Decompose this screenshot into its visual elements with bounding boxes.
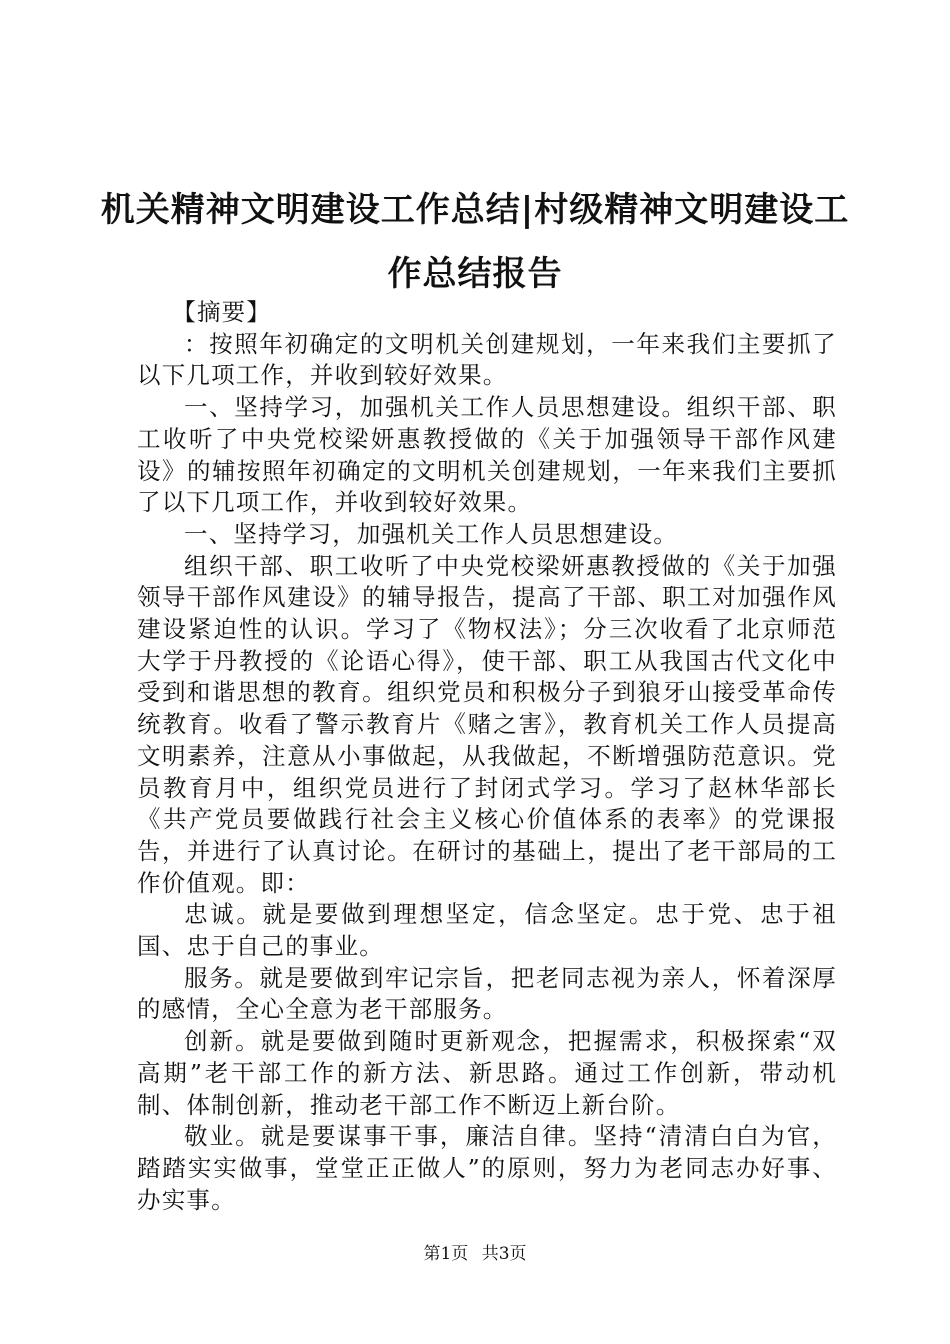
paragraph: 一、坚持学习，加强机关工作人员思想建设。组织干部、职工收听了中央党校梁妍惠教授做的《关于加强领导干部作风建设》的辅按照年初确定的文明机关创建规划，一年来我们主要抓了以下几项工作，并收到较好效果。 [137,393,837,517]
paragraph-abstract-heading: 【摘要】 [172,298,272,326]
paragraph: 组织干部、职工收听了中央党校梁妍惠教授做的《关于加强领导干部作风建设》的辅导报告，提高了干部、职工对加强作风建设紧迫性的认识。学习了《物权法》；分三次收看了北京师范大学于丹教授的《论语心得》，使干部、职工从我国古代文化中受到和谐思想的教育。组织党员和积极分子到狼牙山接受革命传统教育。收看了警示教育片《赌之害》，教育机关工作人员提高文明素养，注意从小事做起，从我做起，不断增强防范意识。党员教育月中，组织党员进行了封闭式学习。学习了赵林华部长《共产党员要做践行社会主义核心价值体系的表率》的党课报告，并进行了认真讨论。在研讨的基础上，提出了老干部局的工作价值观。即： [137,551,837,897]
page-number: 第1页 [423,1244,469,1264]
paragraph: ：按照年初确定的文明机关创建规划，一年来我们主要抓了以下几项工作，并收到较好效果。 [137,329,837,390]
paragraph: 忠诚。就是要做到理想坚定，信念坚定。忠于党、忠于祖国、忠于自己的事业。 [137,900,837,961]
document-title: 机关精神文明建设工作总结|村级精神文明建设工作总结报告 [100,190,850,294]
paragraph: 服务。就是要做到牢记宗旨，把老同志视为亲人，怀着深厚的感情，全心全意为老干部服务。 [137,963,837,1024]
document-body [137,297,837,1216]
paragraph: 创新。就是要做到随时更新观念，把握需求，积极探索“双高期”老干部工作的新方法、新思路。通过工作创新，带动机制、体制创新，推动老干部工作不断迈上新台阶。 [137,1027,837,1119]
paragraph: 一、坚持学习，加强机关工作人员思想建设。 [184,519,678,548]
paragraph: 敬业。就是要谋事干事，廉洁自律。坚持“清清白白为官，踏踏实实做事，堂堂正正做人”的原则，努力为老同志办好事、办实事。 [137,1122,837,1214]
page-footer [0,1243,950,1265]
page-total: 共3页 [481,1244,527,1264]
